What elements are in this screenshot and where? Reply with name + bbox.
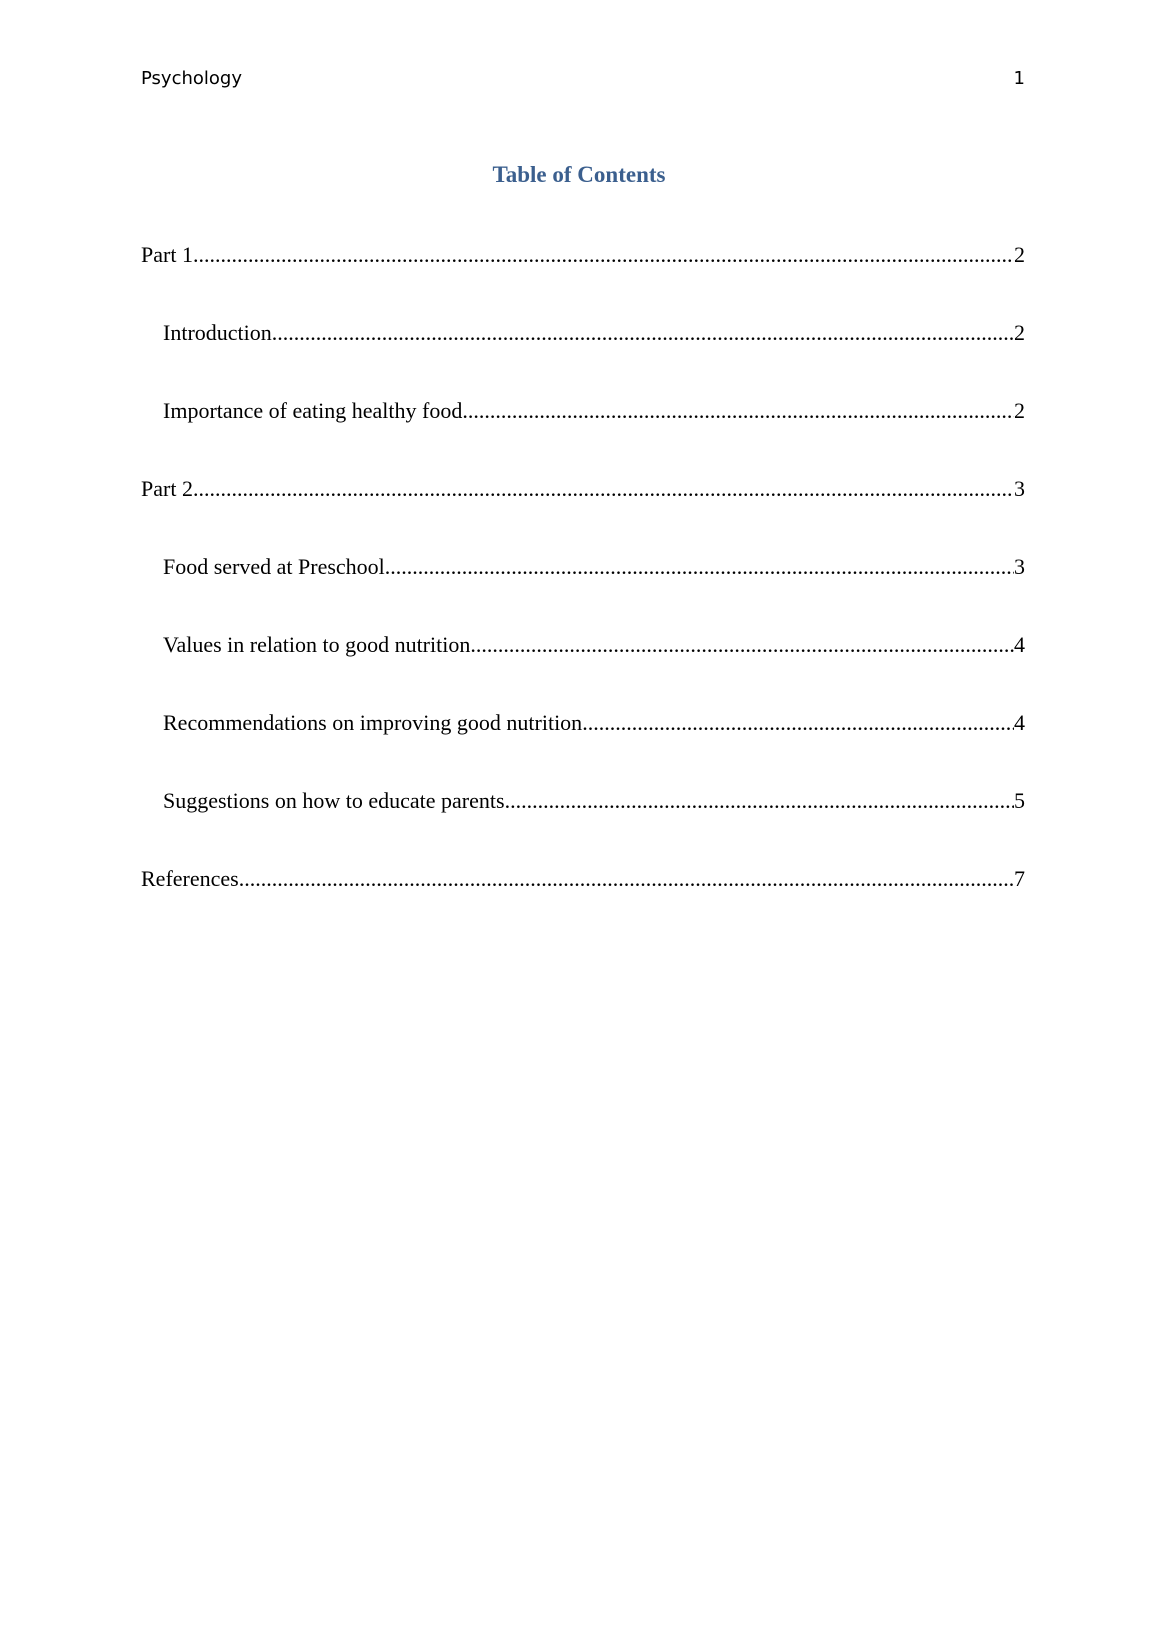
toc-entry-page: 4 [1014, 710, 1025, 735]
toc-entry-label[interactable]: Introduction [163, 320, 272, 345]
toc-entry-suggestions-on-how-to-educate-parents[interactable] [141, 788, 1025, 866]
dot-leader [272, 320, 1014, 346]
toc-entry-page: 3 [1014, 476, 1025, 501]
toc-entry-label[interactable]: Suggestions on how to educate parents [163, 788, 505, 813]
toc-entry-label[interactable]: Recommendations on improving good nutrition [163, 710, 583, 735]
toc-entry-page: 5 [1014, 788, 1025, 813]
toc-entry-page: 4 [1014, 632, 1025, 657]
toc-entry-label[interactable]: References [141, 866, 239, 891]
toc-entry-label[interactable]: Importance of eating healthy food [163, 398, 463, 423]
toc-entry-page: 2 [1014, 398, 1025, 423]
toc-entry-label[interactable]: Part 2 [141, 476, 193, 501]
dot-leader [239, 866, 1014, 892]
table-of-contents [141, 242, 1025, 944]
page-number: 1 [1013, 68, 1025, 89]
dot-leader [193, 476, 1014, 502]
toc-entry-label[interactable]: Part 1 [141, 242, 193, 267]
dot-leader [385, 554, 1014, 580]
dot-leader [470, 632, 1014, 658]
toc-entry-importance-of-eating-healthy-food[interactable] [141, 398, 1025, 476]
toc-entry-label[interactable]: Food served at Preschool [163, 554, 385, 579]
toc-title: Table of Contents [492, 162, 666, 187]
dot-leader [505, 788, 1014, 814]
toc-entry-page: 3 [1014, 554, 1025, 579]
toc-entry-references[interactable] [141, 866, 1025, 944]
dot-leader [582, 710, 1014, 736]
toc-entry-part-2[interactable] [141, 476, 1025, 554]
toc-entry-page: 2 [1014, 242, 1025, 267]
toc-entry-label[interactable]: Values in relation to good nutrition [163, 632, 471, 657]
toc-entry-values-in-relation-to-good-nutrition[interactable] [141, 632, 1025, 710]
dot-leader [193, 242, 1014, 268]
toc-entry-page: 7 [1014, 866, 1025, 891]
page-header [141, 68, 1025, 89]
toc-entry-food-served-at-preschool[interactable] [141, 554, 1025, 632]
running-head: Psychology [141, 68, 242, 89]
toc-entry-recommendations-on-improving-good-nutrition[interactable] [141, 710, 1025, 788]
toc-entry-introduction[interactable] [141, 320, 1025, 398]
toc-entry-part-1[interactable] [141, 242, 1025, 320]
toc-entry-page: 2 [1014, 320, 1025, 345]
dot-leader [462, 398, 1014, 424]
